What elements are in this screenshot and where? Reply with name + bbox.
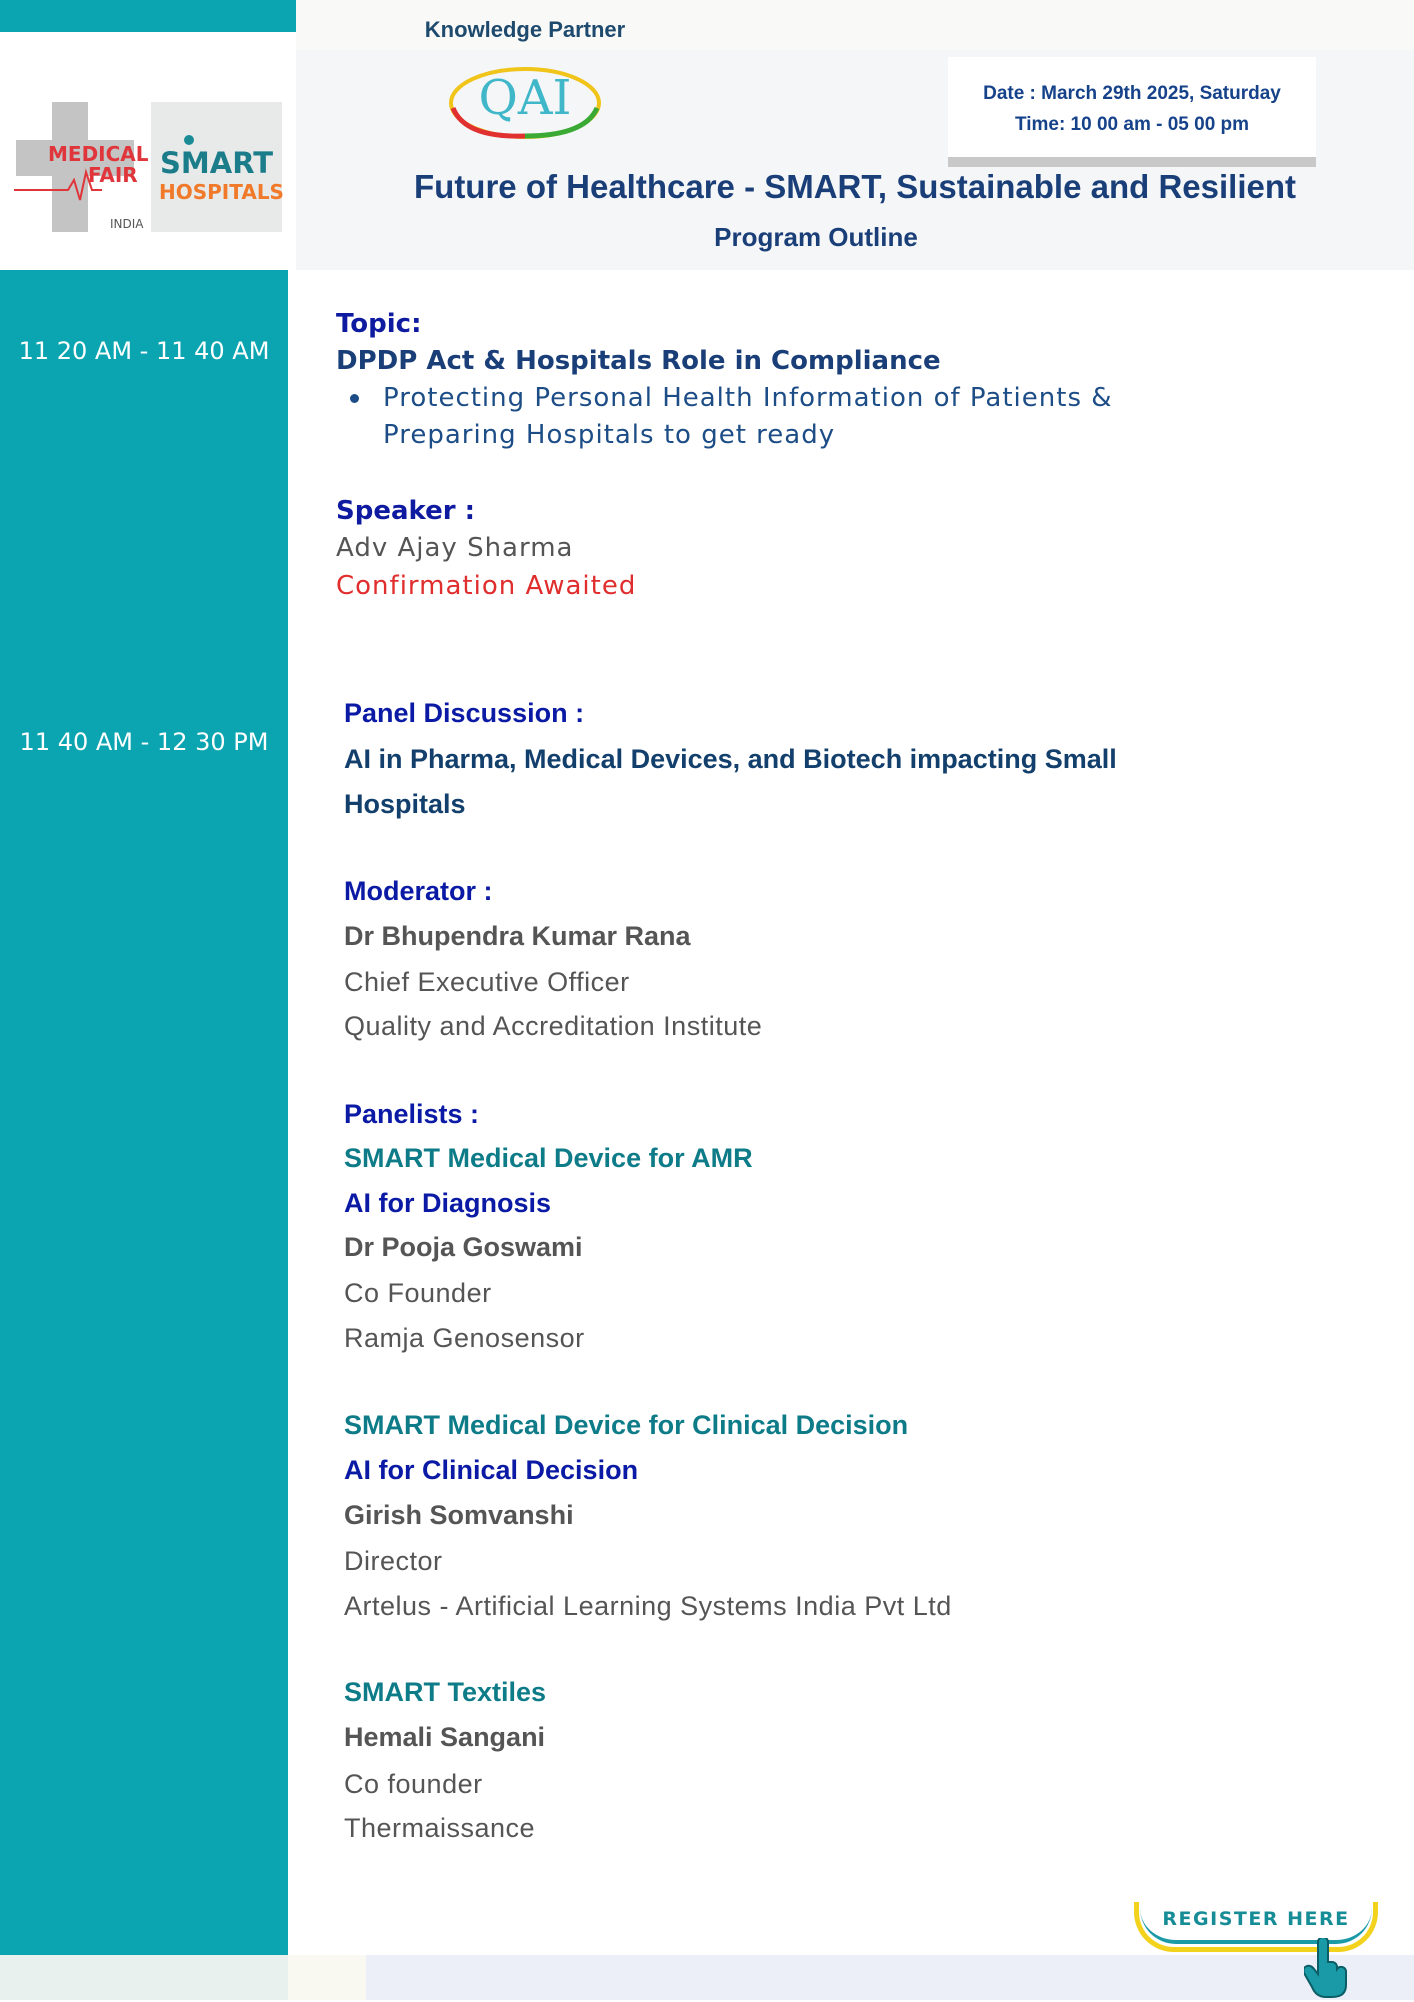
smart-hospitals-text-1: SMART (160, 146, 273, 180)
panel-title-line-1: AI in Pharma, Medical Devices, and Biotech impacting Small (344, 744, 1117, 774)
panelist-2-theme: SMART Medical Device for Clinical Decision (344, 1410, 909, 1440)
moderator-label: Moderator : (344, 876, 493, 906)
bullet-icon (350, 394, 359, 403)
session-time-2: 11 40 AM - 12 30 PM (19, 728, 269, 756)
panelist-1-role: Co Founder (344, 1278, 492, 1308)
qai-logo-text: QAI (478, 70, 572, 126)
panelist-3-role: Co founder (344, 1769, 483, 1799)
panelist-3-theme: SMART Textiles (344, 1677, 547, 1707)
topic-bullet-line-2: Preparing Hospitals to get ready (383, 420, 836, 450)
time-column (0, 270, 288, 1955)
register-button-label[interactable]: REGISTER HERE (1162, 1908, 1350, 1930)
medical-fair-text-1: MEDICAL (48, 142, 149, 166)
panelist-2-name: Girish Somvanshi (344, 1500, 574, 1530)
date-box (948, 57, 1316, 157)
panelist-1-theme: SMART Medical Device for AMR (344, 1143, 753, 1173)
event-date: Date : March 29th 2025, Saturday (983, 83, 1281, 104)
left-teal-top-bar (0, 0, 296, 32)
speaker-status: Confirmation Awaited (336, 571, 637, 601)
medical-fair-text-2: FAIR (88, 163, 138, 187)
panelist-2-org: Artelus - Artificial Learning Systems India Pvt Ltd (344, 1591, 952, 1621)
pointer-hand-icon (1304, 1938, 1350, 1998)
left-bottom-strip (0, 1955, 288, 2000)
topic-label: Topic: (336, 309, 422, 339)
panelist-2-subtheme: AI for Clinical Decision (344, 1455, 639, 1485)
panelist-1-org: Ramja Genosensor (344, 1323, 585, 1353)
moderator-name: Dr Bhupendra Kumar Rana (344, 921, 691, 951)
moderator-org: Quality and Accreditation Institute (344, 1011, 763, 1041)
panelist-1-name: Dr Pooja Goswami (344, 1232, 583, 1262)
moderator-role: Chief Executive Officer (344, 967, 630, 997)
bottom-band (288, 1955, 366, 2000)
bottom-band-right (366, 1955, 1414, 2000)
panelists-label: Panelists : (344, 1099, 480, 1129)
speaker-label: Speaker : (336, 496, 476, 526)
panelist-3-org: Thermaissance (344, 1813, 536, 1843)
date-box-shadow (948, 157, 1316, 167)
panel-title-line-2: Hospitals (344, 789, 466, 819)
panelist-1-subtheme: AI for Diagnosis (344, 1188, 552, 1218)
session-time-1: 11 20 AM - 11 40 AM (18, 337, 270, 365)
medical-fair-text-3: INDIA (110, 217, 144, 231)
smart-hospitals-text-2: HOSPITALS (159, 180, 284, 204)
panelist-3-name: Hemali Sangani (344, 1722, 546, 1752)
panelist-2-role: Director (344, 1546, 443, 1576)
event-time: Time: 10 00 am - 05 00 pm (1014, 114, 1250, 135)
topic-bullet-line-1: Protecting Personal Health Information of Patients & (383, 383, 1113, 413)
page-title: Future of Healthcare - SMART, Sustainable and Resilient (414, 168, 1296, 205)
page-subtitle: Program Outline (714, 222, 918, 252)
speaker-name: Adv Ajay Sharma (336, 533, 574, 563)
panel-label: Panel Discussion : (344, 698, 585, 728)
knowledge-partner-label: Knowledge Partner (424, 17, 626, 42)
topic-title: DPDP Act & Hospitals Role in Compliance (336, 346, 941, 376)
